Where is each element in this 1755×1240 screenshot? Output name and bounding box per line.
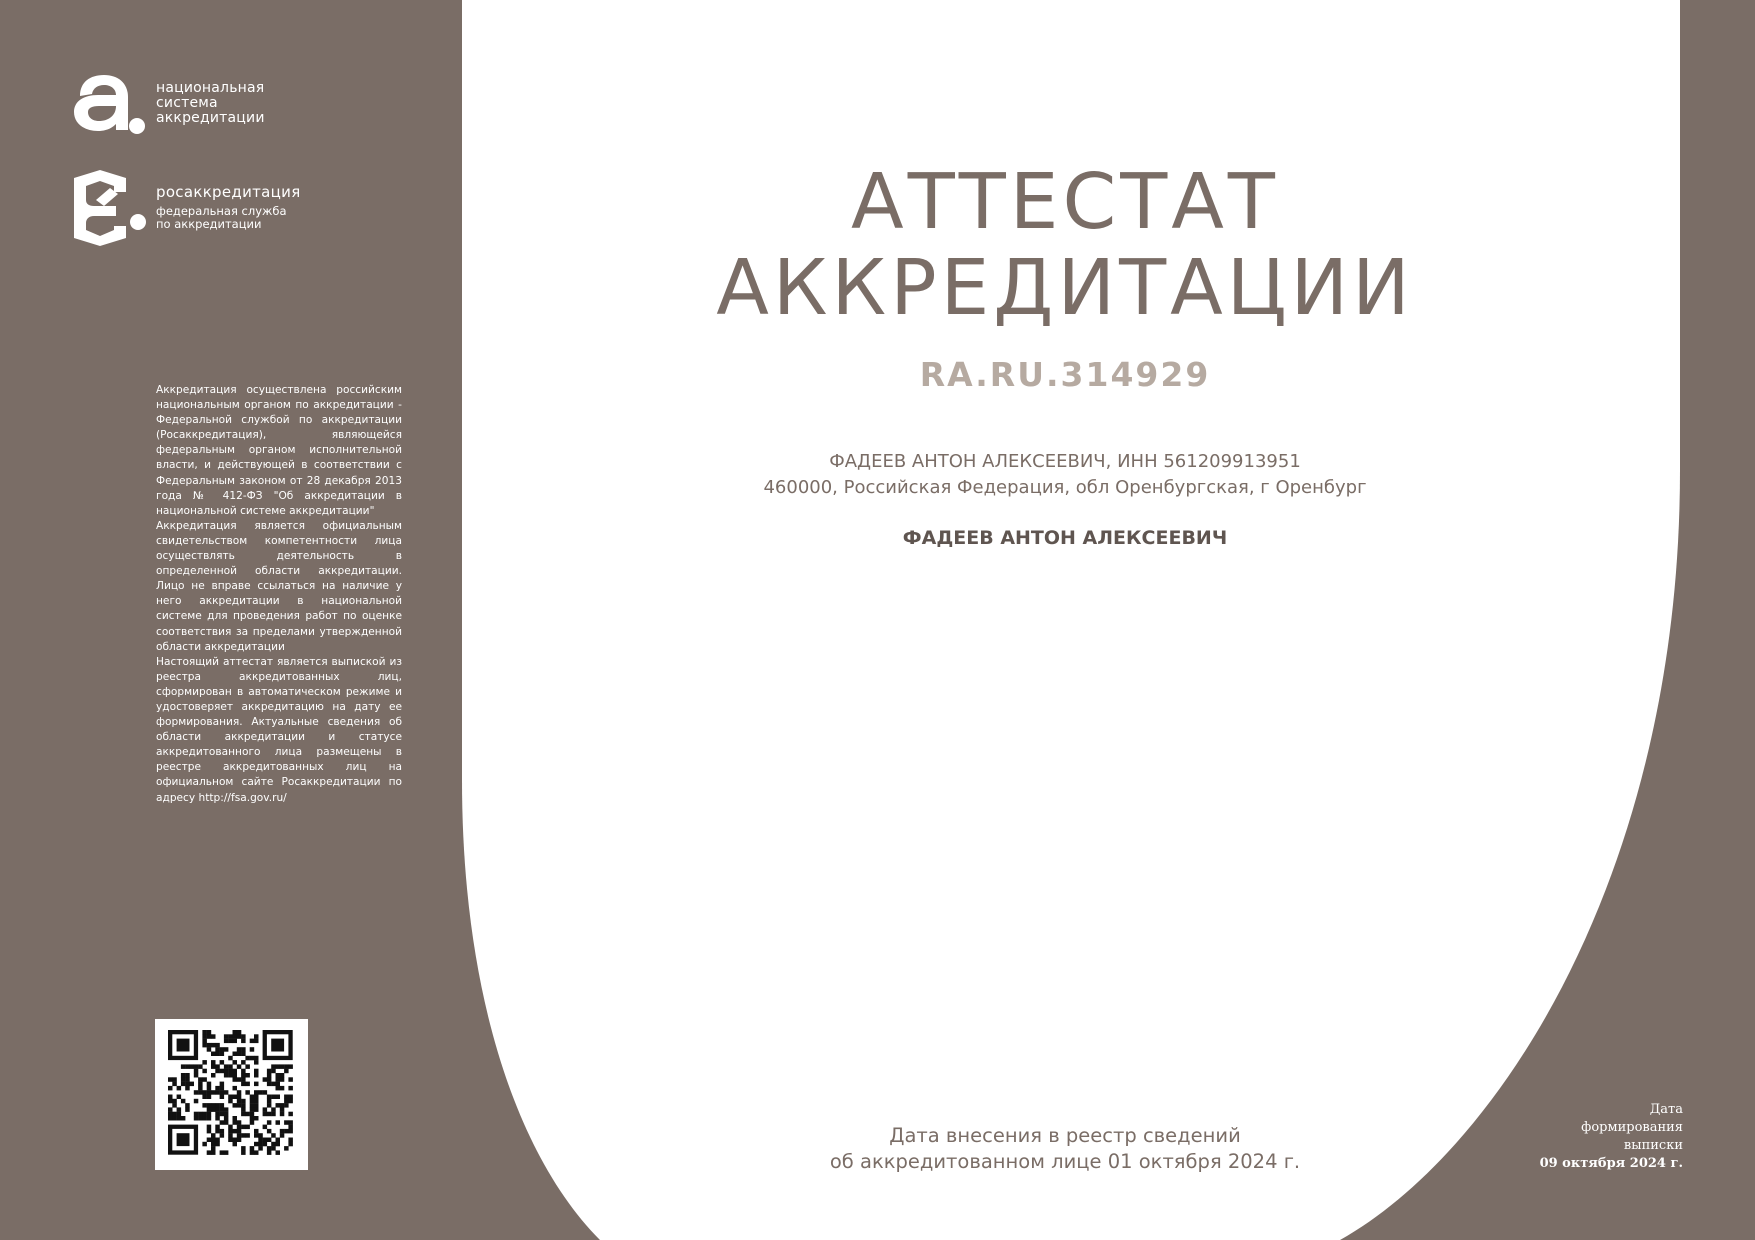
holder-info [640, 449, 1490, 501]
nsa-logo-line2: система [156, 94, 218, 111]
holder-info-line-1: ФАДЕЕВ АНТОН АЛЕКСЕЕВИЧ, ИНН 561209913951 [829, 451, 1301, 472]
extract-date-label-3: выписки [1623, 1138, 1683, 1153]
extract-date-label-1: Дата [1649, 1102, 1683, 1117]
legal-paragraph-2: Аккредитация является официальным свидетельством компетентности лица осуществлять деятельность в определенной области аккредитации. Лицо не вправе ссылаться на наличие у него аккредитации в национальной системе для проведения работ по оценке соответствия за пределами утвержденной области аккредитации [156, 519, 402, 653]
ra-logo-title: росаккредитация [156, 183, 301, 201]
legal-notice [156, 383, 402, 806]
registry-date-line-2: об аккредитованном лице 01 октября 2024 г. [829, 1150, 1301, 1173]
extract-date-value: 09 октября 2024 г. [1539, 1156, 1683, 1171]
certificate-title [640, 160, 1490, 332]
extract-date [1523, 1101, 1683, 1173]
rosaccreditation-logo [70, 170, 301, 246]
rosaccreditation-logo-icon [70, 170, 146, 246]
ra-logo-sub2: по аккредитации [156, 217, 262, 231]
registration-number: RA.RU.314929 [919, 355, 1211, 394]
registry-entry-date [640, 1123, 1490, 1175]
nsa-logo [70, 70, 265, 136]
registry-date-line-1: Дата внесения в реестр сведений [889, 1124, 1241, 1147]
holder-address: 460000, Российская Федерация, обл Оренбургская, г Оренбург [763, 477, 1367, 498]
nsa-logo-line3: аккредитации [156, 109, 265, 126]
ra-logo-sub1: федеральная служба [156, 204, 287, 218]
nsa-a-logo-icon [70, 70, 146, 136]
legal-paragraph-1: Аккредитация осуществлена российским национальным органом по аккредитации - Федеральной службой по аккредитации (Росаккредитация), являющейся федеральным органом исполнительной власти, и действующей в соответствии с Федеральным законом от 28 декабря 2013 года № 412-ФЗ "Об аккредитации в национальной системе аккредитации" [156, 384, 402, 517]
nsa-logo-line1: национальная [156, 79, 265, 96]
extract-date-label-2: формирования [1581, 1120, 1683, 1135]
title-line-1: АТТЕСТАТ [851, 158, 1279, 247]
qr-code-icon [155, 1019, 308, 1170]
title-line-2: АККРЕДИТАЦИИ [716, 244, 1414, 333]
holder-name: ФАДЕЕВ АНТОН АЛЕКСЕЕВИЧ [902, 527, 1228, 549]
legal-paragraph-3: Настоящий аттестат является выпиской из реестра аккредитованных лиц, сформирован в автоматическом режиме и удостоверяет аккредитацию на дату ее формирования. Актуальные сведения об области аккредитации и статусе аккредитованного лица размещены в реестре аккредитованных лиц на официальном сайте Росаккредитации по адресу http://fsa.gov.ru/ [156, 655, 402, 804]
qr-code [155, 1019, 308, 1170]
